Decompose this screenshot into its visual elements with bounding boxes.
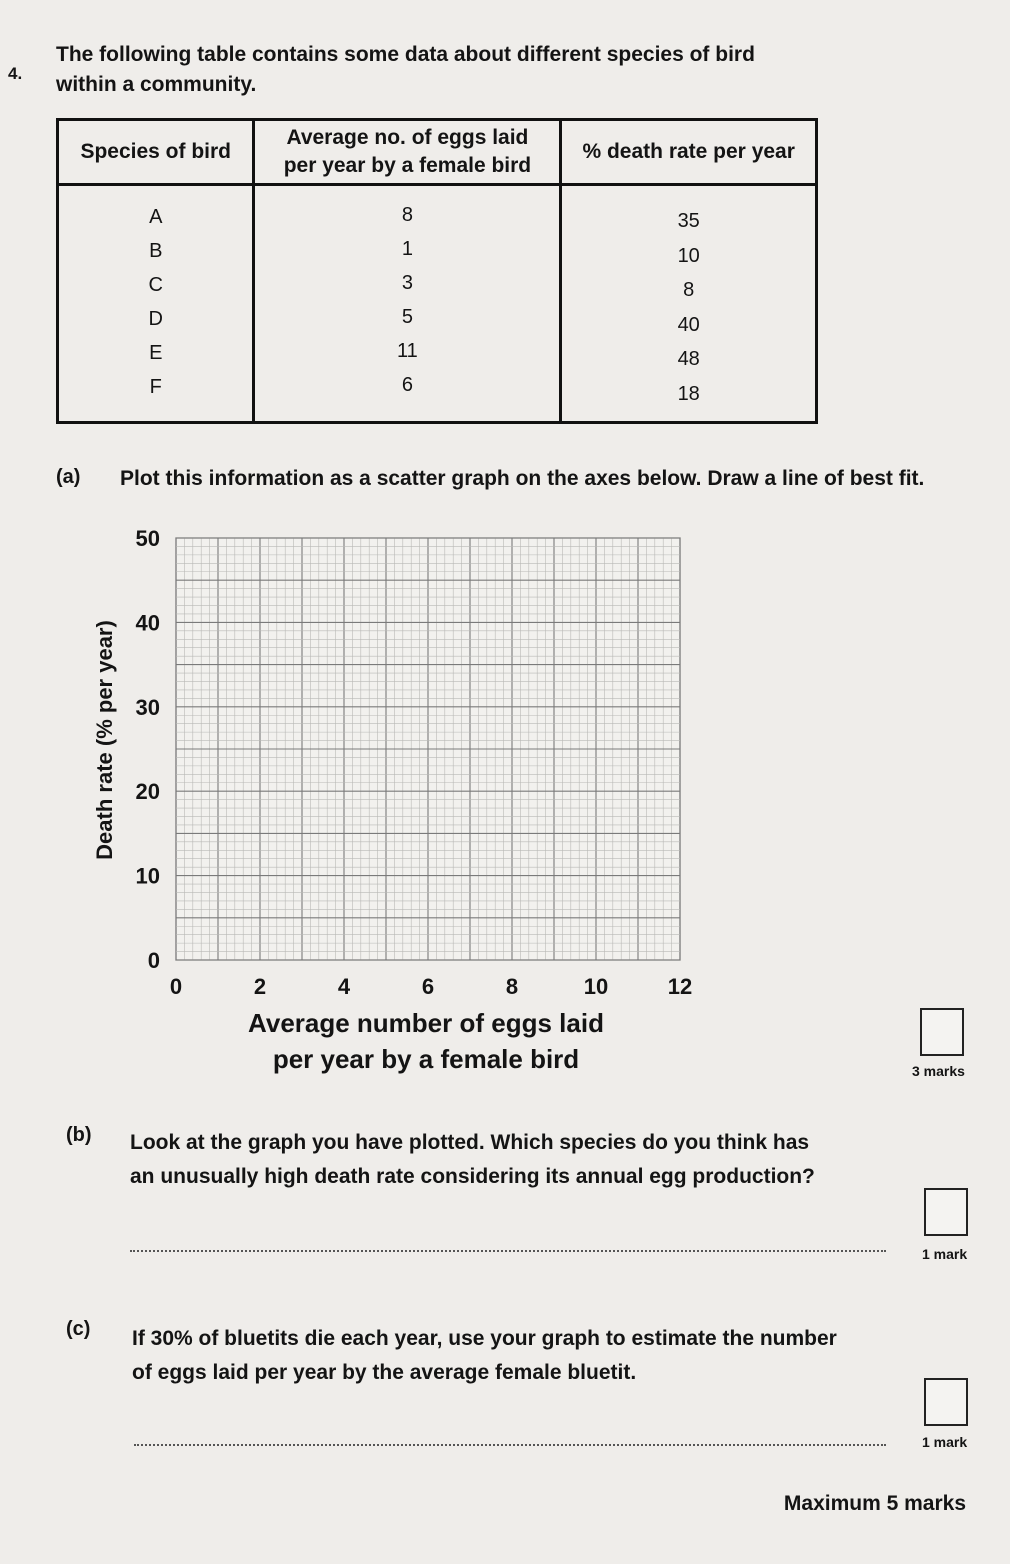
eggs-a: 8 bbox=[401, 204, 413, 226]
part-c-label: (c) bbox=[66, 1318, 91, 1340]
header-eggs-line-2: per year by a female bird bbox=[283, 154, 532, 177]
death-b: 10 bbox=[677, 244, 700, 267]
intro-line-2: within a community. bbox=[56, 73, 257, 96]
species-c: C bbox=[148, 274, 163, 296]
eggs-d: 5 bbox=[401, 306, 413, 328]
x-tick-label: 6 bbox=[421, 974, 435, 999]
header-death-rate: % death rate per year bbox=[561, 120, 817, 185]
part-b-label: (b) bbox=[66, 1124, 92, 1146]
graph-grid bbox=[176, 538, 680, 960]
species-column bbox=[58, 185, 254, 423]
part-c-line-1: If 30% of bluetits die each year, use your graph to estimate the number bbox=[132, 1327, 837, 1350]
species-f: F bbox=[149, 376, 162, 398]
eggs-f: 6 bbox=[401, 374, 413, 396]
death-f: 18 bbox=[677, 382, 700, 405]
x-axis-label-line-2: per year by a female bird bbox=[272, 1044, 580, 1074]
eggs-column bbox=[254, 185, 561, 423]
scatter-graph-axes[interactable] bbox=[90, 510, 710, 1080]
part-c-marks: 1 mark bbox=[922, 1434, 968, 1450]
question-intro bbox=[56, 40, 816, 100]
header-eggs-line-1: Average no. of eggs laid bbox=[286, 126, 529, 149]
part-a-text: Plot this information as a scatter graph on the axes below. Draw a line of best fit. bbox=[120, 467, 925, 490]
x-tick-label: 12 bbox=[667, 974, 693, 999]
part-b-marks: 1 mark bbox=[922, 1246, 968, 1262]
death-a: 35 bbox=[677, 210, 700, 232]
species-d: D bbox=[148, 308, 163, 330]
part-c-answer-line[interactable] bbox=[134, 1444, 886, 1446]
part-b-line-2: an unusually high death rate considering its annual egg production? bbox=[130, 1165, 815, 1188]
part-c-line-2: of eggs laid per year by the average female bluetit. bbox=[132, 1361, 637, 1384]
x-tick-label: 0 bbox=[169, 974, 183, 999]
death-c: 8 bbox=[683, 279, 695, 301]
species-e: E bbox=[149, 342, 163, 364]
intro-line-1: The following table contains some data about different species of bird bbox=[56, 43, 755, 66]
y-tick-label: 0 bbox=[147, 948, 160, 973]
part-b-answer-line[interactable] bbox=[130, 1250, 886, 1252]
species-a: A bbox=[149, 206, 163, 228]
death-e: 48 bbox=[677, 348, 700, 370]
x-axis-label-line-1: Average number of eggs laid bbox=[248, 1008, 604, 1038]
part-a-marks: 3 marks bbox=[912, 1063, 965, 1079]
x-tick-label: 4 bbox=[337, 974, 351, 999]
eggs-b: 1 bbox=[401, 238, 413, 260]
y-tick-label: 20 bbox=[135, 779, 160, 805]
part-c-mark-box[interactable] bbox=[924, 1378, 968, 1426]
x-tick-label: 2 bbox=[253, 974, 267, 999]
x-tick-label: 10 bbox=[583, 974, 609, 999]
part-b-text bbox=[130, 1126, 890, 1194]
eggs-c: 3 bbox=[401, 272, 413, 294]
y-tick-label: 50 bbox=[135, 526, 160, 551]
species-b: B bbox=[149, 240, 163, 262]
x-tick-label: 8 bbox=[505, 974, 519, 999]
part-a-label: (a) bbox=[56, 466, 81, 488]
header-species: Species of bird bbox=[58, 120, 254, 185]
maximum-marks: Maximum 5 marks bbox=[783, 1492, 966, 1515]
death-d: 40 bbox=[677, 313, 700, 336]
y-tick-label: 10 bbox=[135, 863, 160, 889]
y-tick-label: 40 bbox=[135, 610, 160, 636]
part-a-mark-box[interactable] bbox=[920, 1008, 964, 1056]
part-c-text bbox=[132, 1322, 892, 1390]
y-tick-label: 30 bbox=[135, 694, 160, 720]
part-b-mark-box[interactable] bbox=[924, 1188, 968, 1236]
part-b-line-1: Look at the graph you have plotted. Which species do you think has bbox=[130, 1131, 810, 1154]
header-eggs bbox=[254, 120, 561, 185]
question-number: 4. bbox=[8, 64, 23, 83]
eggs-e: 11 bbox=[397, 340, 418, 362]
y-axis-label: Death rate (% per year) bbox=[92, 620, 117, 860]
death-rate-column bbox=[561, 185, 817, 423]
bird-data-table bbox=[56, 118, 818, 424]
